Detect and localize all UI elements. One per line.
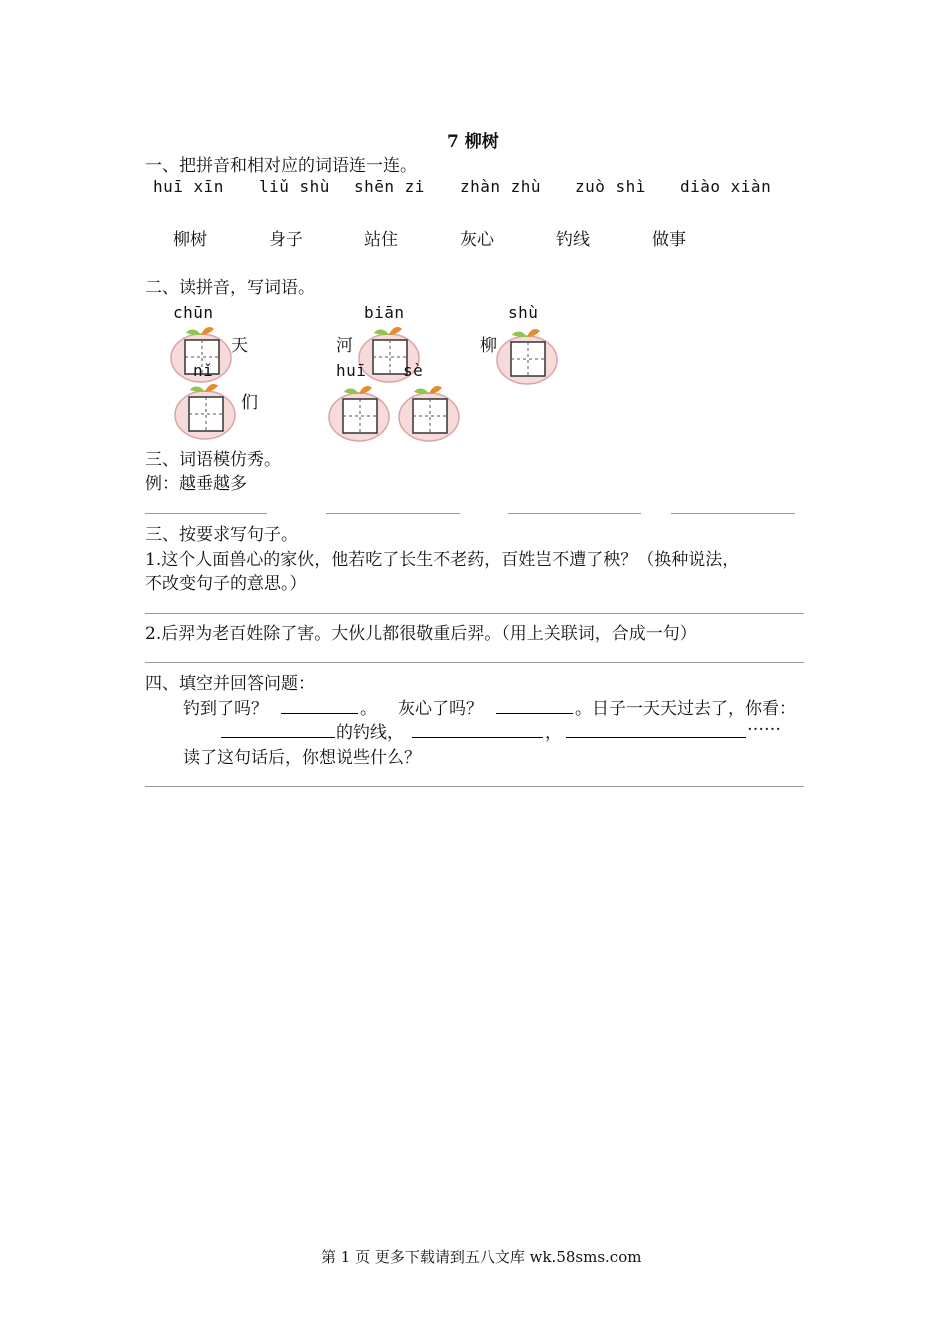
char-men: 们 xyxy=(241,393,258,413)
answer-line[interactable] xyxy=(145,786,804,787)
fill-text-3: 灰心了吗？ xyxy=(398,699,483,719)
word-shenzi: 身子 xyxy=(269,230,303,250)
fill-text-1: 钓到了吗？ xyxy=(183,699,268,719)
example-text: 例：越垂越多 xyxy=(145,474,247,494)
sentence-1-line2: 不改变句子的意思。） xyxy=(145,574,307,594)
answer-line[interactable] xyxy=(145,613,804,614)
char-he: 河 xyxy=(336,336,353,356)
word-huixin: 灰心 xyxy=(460,230,494,250)
pinyin-bian: biān xyxy=(364,303,405,322)
fill-blank[interactable] xyxy=(412,737,543,738)
char-tian: 天 xyxy=(231,336,248,356)
pinyin-hui: huī xyxy=(336,361,367,380)
sentence-1-line1: 1.这个人面兽心的家伙，他若吃了长生不老药，百姓岂不遭了秧？（换种说法， xyxy=(145,550,740,570)
pinyin-zuoshi: zuò shì xyxy=(575,177,646,196)
pinyin-chun: chūn xyxy=(173,303,214,322)
pinyin-ni: nǐ xyxy=(193,361,214,380)
fill-blank[interactable] xyxy=(281,713,358,714)
apple-writing-box[interactable] xyxy=(396,382,462,442)
fill-text-6: ， xyxy=(545,723,562,743)
sentence-2: 2.后羿为老百姓除了害。大伙儿都很敬重后羿。（用上关联词，合成一句） xyxy=(145,624,697,644)
apple-writing-box[interactable] xyxy=(494,325,560,385)
pinyin-diaoxian: diào xiàn xyxy=(680,177,772,196)
word-zhanzhu: 站住 xyxy=(364,230,398,250)
pinyin-liushu: liǔ shù xyxy=(259,177,330,196)
fill-text-7: …… xyxy=(747,715,781,735)
fill-blank[interactable] xyxy=(566,737,746,738)
answer-line[interactable] xyxy=(671,513,795,514)
char-liu: 柳 xyxy=(480,336,497,356)
section-3-heading: 三、词语模仿秀。 xyxy=(145,450,281,470)
fill-text-4: 。日子一天天过去了，你看： xyxy=(575,699,796,719)
section-4-heading: 三、按要求写句子。 xyxy=(145,525,298,545)
fill-blank[interactable] xyxy=(221,737,335,738)
section-2-heading: 二、读拼音，写词语。 xyxy=(145,278,315,298)
pinyin-se: sè xyxy=(403,361,424,380)
pinyin-huixin: huī xīn xyxy=(153,177,224,196)
page-footer: 第 1 页 更多下载请到五八文库 wk.58sms.com xyxy=(321,1248,642,1266)
answer-line[interactable] xyxy=(508,513,641,514)
section-1-heading: 一、把拼音和相对应的词语连一连。 xyxy=(145,156,417,176)
page-title: 7 柳树 xyxy=(447,132,499,152)
section-5-heading: 四、填空并回答问题： xyxy=(145,674,315,694)
pinyin-shu: shù xyxy=(508,303,539,322)
fill-blank[interactable] xyxy=(496,713,573,714)
word-diaoxian: 钓线 xyxy=(556,230,590,250)
answer-line[interactable] xyxy=(145,662,804,663)
pinyin-shenzi: shēn zi xyxy=(354,177,425,196)
fill-text-5: 的钓线， xyxy=(336,723,404,743)
apple-writing-box[interactable] xyxy=(172,380,238,440)
question-text: 读了这句话后，你想说些什么？ xyxy=(183,748,421,768)
word-zuoshi: 做事 xyxy=(652,230,686,250)
answer-line[interactable] xyxy=(145,513,267,514)
apple-writing-box[interactable] xyxy=(326,382,392,442)
word-liushu: 柳树 xyxy=(173,230,207,250)
fill-text-2: 。 xyxy=(360,699,377,719)
pinyin-zhanzhu: zhàn zhù xyxy=(460,177,542,196)
answer-line[interactable] xyxy=(326,513,460,514)
